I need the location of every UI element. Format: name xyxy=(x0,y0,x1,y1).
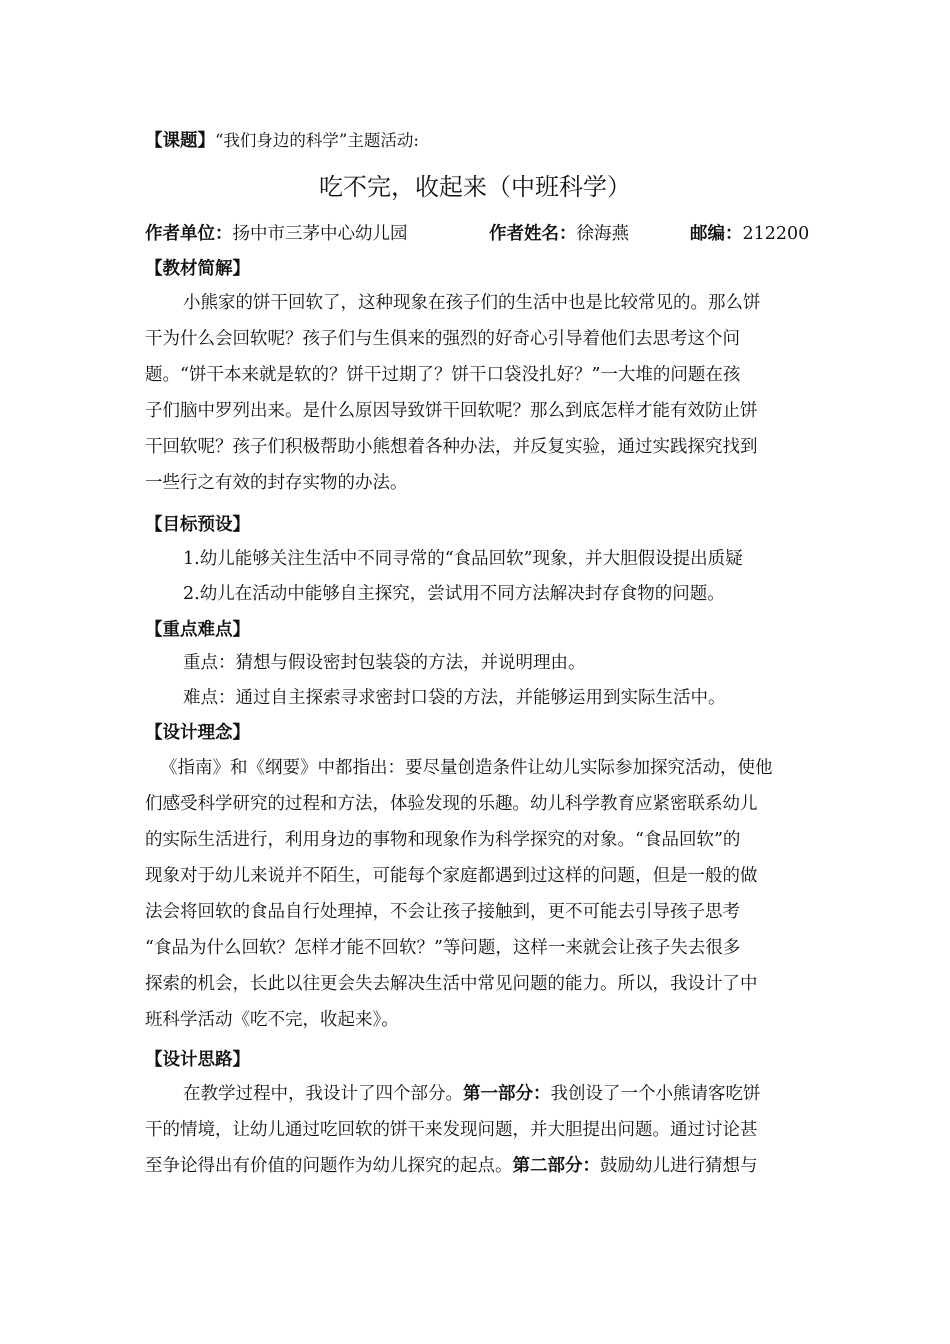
part-two-label: 第二部分： xyxy=(512,1156,600,1176)
topic-line xyxy=(145,130,810,152)
key-point-item: 重点：猜想与假设密封包装袋的方法，并说明理由。 xyxy=(183,653,586,673)
section-heading-key-points: 【重点难点】 xyxy=(145,620,250,640)
paragraph-line: 法会将回软的食品自行处理掉，不会让孩子接触到，更不可能去引导孩子思考 xyxy=(145,902,740,922)
approach-text: 鼓励幼儿进行猜想与 xyxy=(600,1156,758,1176)
key-point-item: 难点：通过自主探索寻求密封口袋的方法，并能够运用到实际生活中。 xyxy=(183,688,726,708)
paragraph-line: 班科学活动《吃不完，收起来》。 xyxy=(145,1010,399,1030)
paragraph-line: 们感受科学研究的过程和方法，体验发现的乐趣。幼儿科学教育应紧密联系幼儿 xyxy=(145,794,758,814)
goal-item: 1.幼儿能够关注生活中不同寻常的“食品回软”现象，并大胆假设提出质疑 xyxy=(183,549,743,569)
approach-text: 在教学过程中，我设计了四个部分。 xyxy=(183,1084,463,1104)
author-unit-label: 作者单位： xyxy=(145,224,233,244)
paragraph-line: 探索的机会，长此以往更会失去解决生活中常见问题的能力。所以，我设计了中 xyxy=(145,974,758,994)
author-name-value: 徐海燕 xyxy=(576,224,629,244)
paragraph-line: 干的情境，让幼儿通过吃回软的饼干来发现问题，并大胆提出问题。通过讨论甚 xyxy=(145,1120,758,1140)
author-unit xyxy=(145,223,408,245)
section-heading-approach: 【设计思路】 xyxy=(145,1050,250,1070)
paragraph-line: 干为什么会回软呢？孩子们与生俱来的强烈的好奇心引导着他们去思考这个问 xyxy=(145,329,740,349)
paragraph-line: 子们脑中罗列出来。是什么原因导致饼干回软呢？那么到底怎样才能有效防止饼 xyxy=(145,401,758,421)
approach-text: 至争论得出有价值的问题作为幼儿探究的起点。 xyxy=(145,1156,513,1176)
paragraph-line: 的实际生活进行，利用身边的事物和现象作为科学探究的对象。“食品回软”的 xyxy=(145,830,741,850)
author-unit-value: 扬中市三茅中心幼儿园 xyxy=(232,224,408,244)
topic-text: “我们身边的科学”主题活动: xyxy=(215,131,419,150)
section-heading-material: 【教材简解】 xyxy=(145,259,250,279)
postal-code xyxy=(690,223,809,245)
approach-text: 我创设了一个小熊请客吃饼 xyxy=(550,1084,761,1104)
postal-code-value: 212200 xyxy=(742,224,810,244)
topic-label: 【课题】 xyxy=(145,131,215,151)
paragraph-line: 《指南》和《纲要》中都指出：要尽量创造条件让幼儿实际参加探究活动，使他 xyxy=(160,758,773,778)
author-name-label: 作者姓名： xyxy=(489,224,577,244)
paragraph-line: “食品为什么回软？怎样才能不回软？”等问题，这样一来就会让孩子失去很多 xyxy=(145,938,741,958)
paragraph-line xyxy=(183,1083,810,1105)
part-one-label: 第一部分： xyxy=(463,1084,551,1104)
paragraph-line xyxy=(145,1155,810,1177)
paragraph-line: 题。“饼干本来就是软的？饼干过期了？饼干口袋没扎好？”一大堆的问题在孩 xyxy=(145,365,741,385)
section-heading-concept: 【设计理念】 xyxy=(145,723,250,743)
paragraph-line: 小熊家的饼干回软了，这种现象在孩子们的生活中也是比较常见的。那么饼 xyxy=(183,293,761,313)
paragraph-line: 一些行之有效的封存实物的办法。 xyxy=(145,473,408,493)
paragraph-line: 干回软呢？孩子们积极帮助小熊想着各种办法，并反复实验，通过实践探究找到 xyxy=(145,437,758,457)
paragraph-line: 现象对于幼儿来说并不陌生，可能每个家庭都遇到过这样的问题，但是一般的做 xyxy=(145,866,758,886)
author-name xyxy=(489,223,629,245)
document-title: 吃不完，收起来（中班科学） xyxy=(319,173,631,201)
postal-code-label: 邮编： xyxy=(690,224,743,244)
section-heading-goals: 【目标预设】 xyxy=(145,515,250,535)
goal-item: 2.幼儿在活动中能够自主探究，尝试用不同方法解决封存食物的问题。 xyxy=(183,584,725,604)
